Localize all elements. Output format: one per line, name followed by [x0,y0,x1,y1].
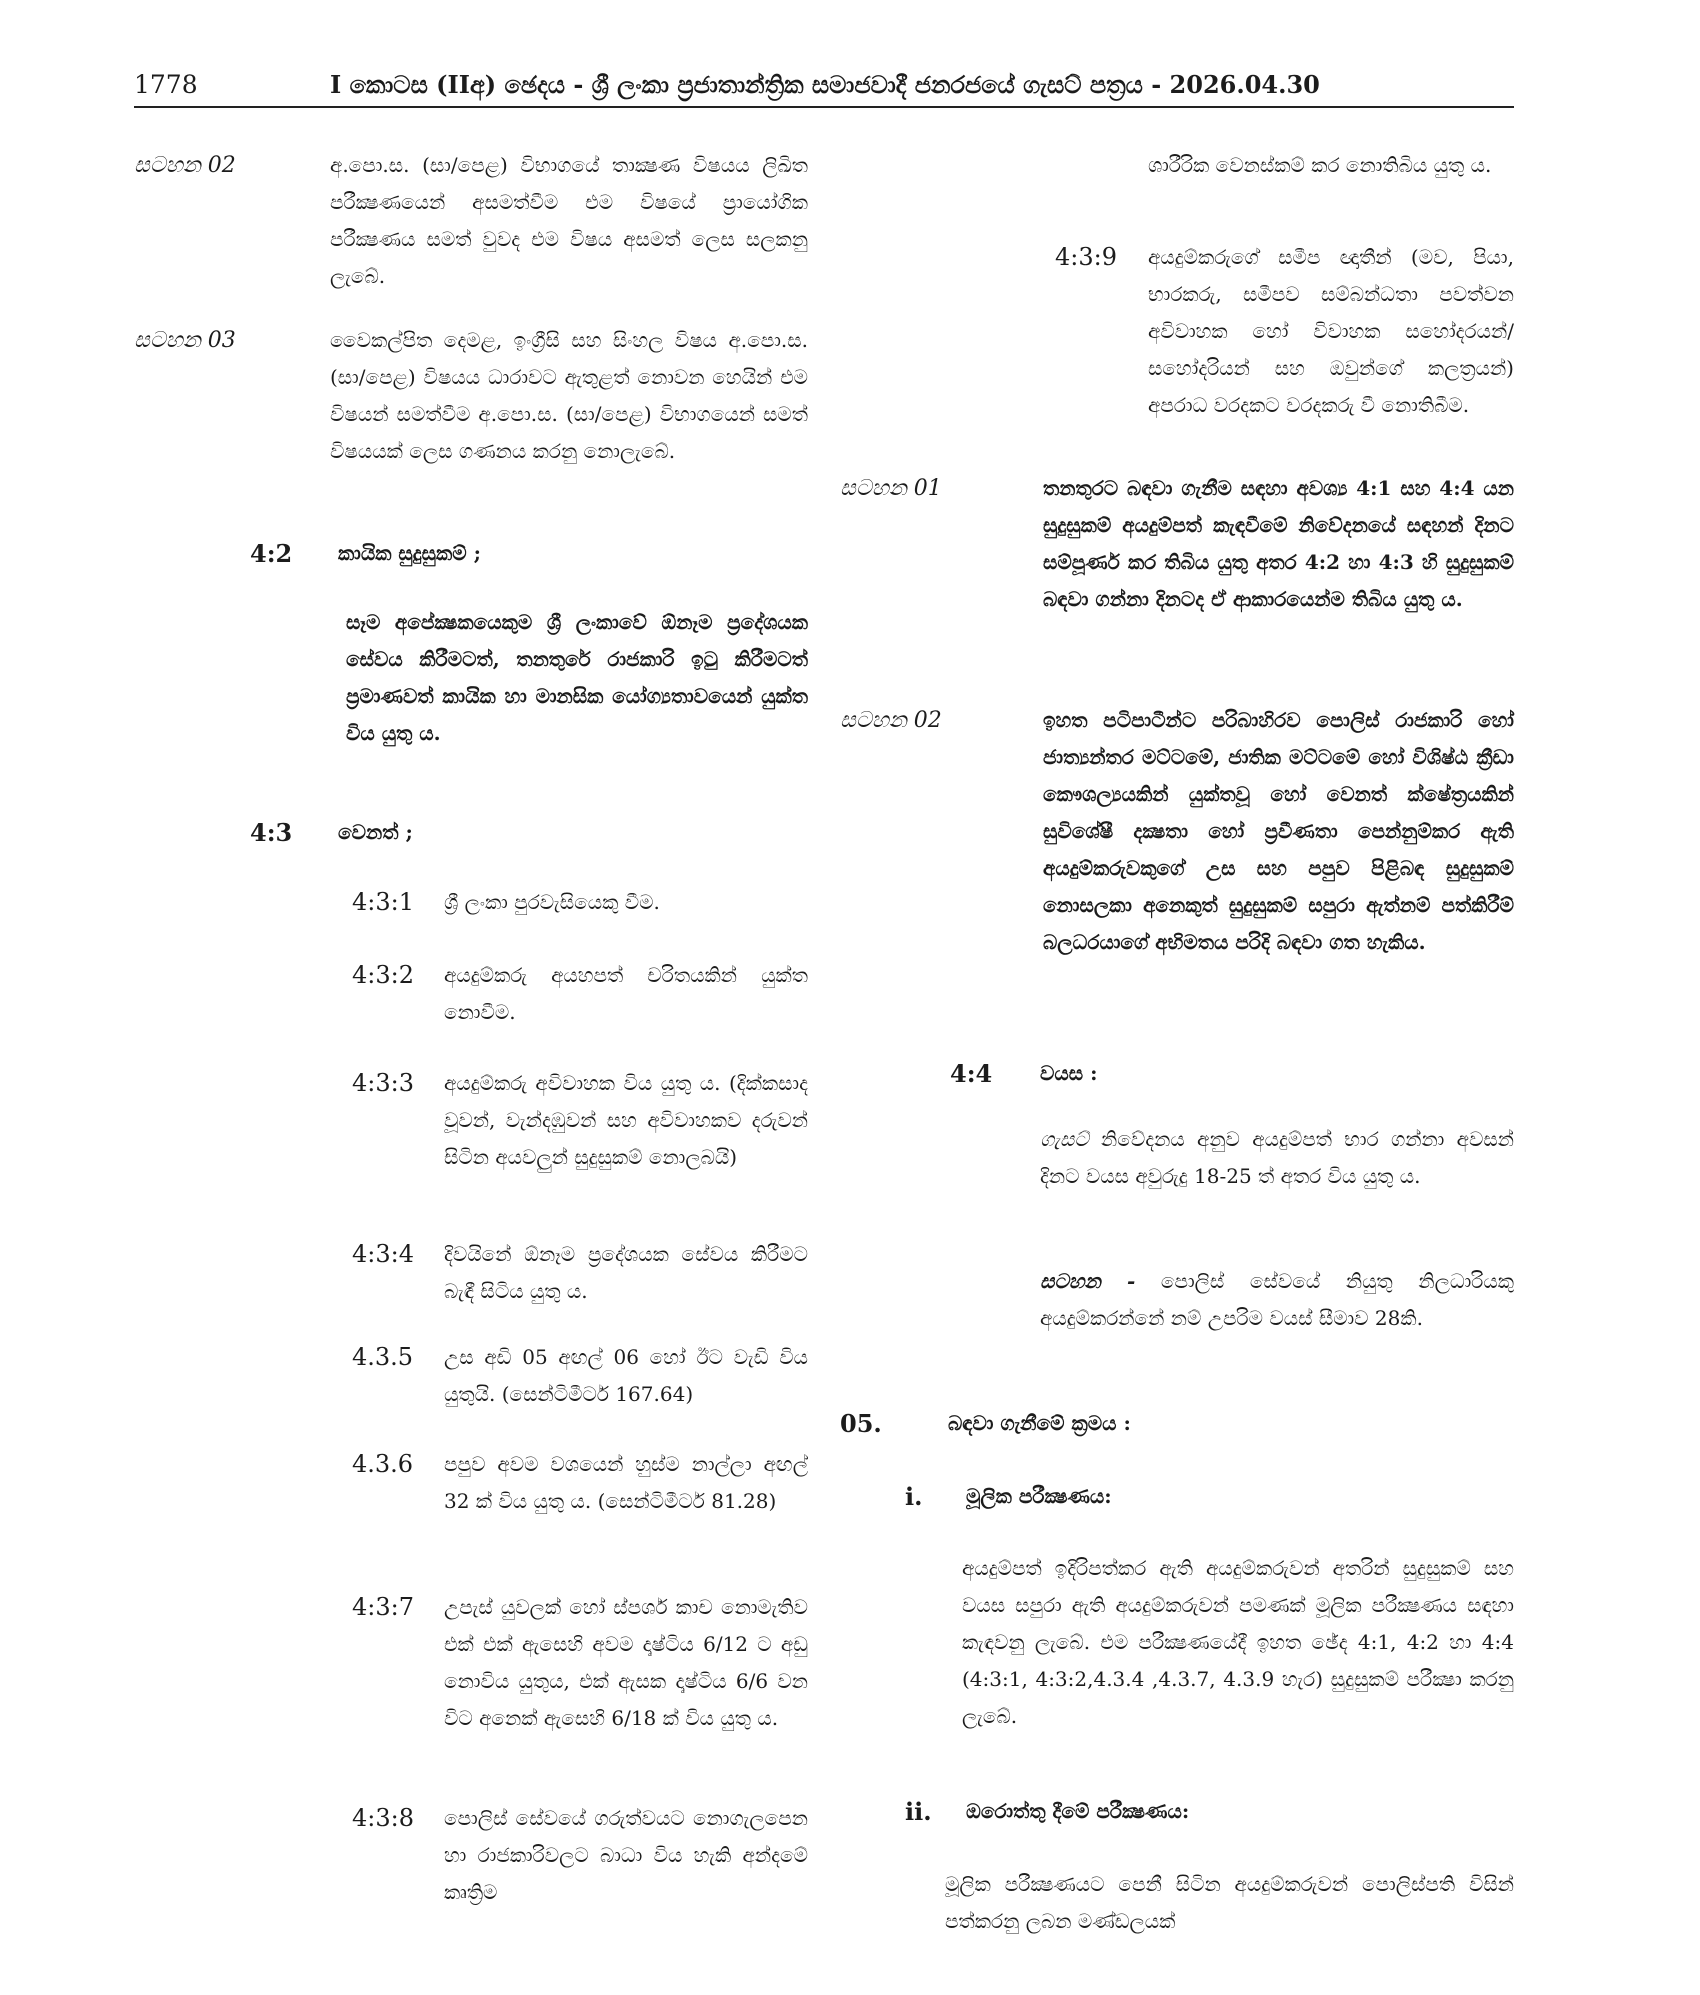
age-requirement: නිවේදනය අනුව අයදුම්පත් භාර ගන්නා අවසන් දිනට වයස අවුරුදු 18-25 ත් අතර විය යුතු ය. [1040,1127,1514,1188]
item-text: ශ්‍රී ලංකා පුරවැසියෙකු වීම. [444,890,660,914]
gazette-word: ගැසට් [1040,1127,1089,1151]
item-text: අයදුම්කරු අයහපත් චරිතයකින් යුක්ත නොවීම. [444,963,808,1024]
section-4-2-text: සෑම අපේක්‍ෂකයෙකුම ශ්‍රී ලංකාවේ ඕනෑම ප්‍රදේශයක සේවය කිරීමටත්, තනතුරේ රාජකාරි ඉටු කිරීමටත් ප්‍රමාණවත් කායික හා මානසික යෝග්‍යතාවයෙන් යුක්ත විය යුතු ය. [346,610,808,745]
item-number: 4:3:7 [352,1593,414,1621]
left-note03-label: සටහන 03 [134,328,236,353]
sub-i-number: i. [905,1482,923,1511]
item-text: දිවයිනේ ඕනෑම ප්‍රදේශයක සේවය කිරීමට බැඳී සිටිය යුතු ය. [444,1242,808,1303]
item-text: අයදුම්කරුගේ සමීප ඥාතීන් (මව, පියා, භාරකරු, සමීපව සම්බන්ධතා පවත්වන අවිවාහක හෝ විවාහක සහෝදරයන්/ සහෝදරියන් සහ ඔවුන්ගේ කලත්‍රයන්) අපරාධ වරදකට වරදකරු වී නොතිබීම. [1148,245,1514,417]
header-rule [134,106,1514,108]
item-text: අයදුම්කරු අවිවාහක විය යුතු ය. (දික්කසාද වූවන්, වැන්දඹුවන් සහ අවිවාහකව දරුවන් සිටින අයවලුන් සුදුසුකම් නොලබයි) [444,1071,808,1169]
section-4-3-number: 4:3 [250,818,293,847]
item-text: පොලිස් සේවයේ ගරුත්වයට නොගැලපෙන හා රාජකාරිවලට බාධා විය හැකි අන්දමේ කෘත්‍රිම [444,1806,808,1904]
age-note [1040,1263,1514,1337]
section-05-number: 05. [840,1409,882,1438]
section-4-4-title: වයස : [1040,1061,1098,1085]
sub-ii-number: ii. [905,1797,932,1826]
section-4-3-title: වෙනත් ; [338,820,413,844]
age-note-text: පොලිස් සේවයේ නියුතු නිලධාරියකු අයදුම්කරන්නේ නම් උපරිම වයස් සීමාව 28කි. [1040,1269,1514,1330]
section-4-2-title: කායික සුදුසුකම් ; [338,541,482,565]
item-number: 4:3:1 [352,888,414,916]
gazette-title: I කොටස (IIඅ) ඡෙදය - ශ්‍රී ලංකා ප්‍රජාතාන්ත්‍රික සමාජවාදී ජනරජයේ ගැසට් පත්‍රය - 2026.04.30 [330,70,1320,99]
sub-ii-text: මූලික පරීක්‍ෂණයට පෙනී සිටින අයදුම්කරුවන් පොලිස්පති විසින් පත්කරනු ලබන මණ්ඩලයක් [945,1872,1514,1933]
item-number: 4:3:9 [1055,243,1117,271]
item-number: 4:3:4 [352,1240,414,1268]
sub-i-title: මූලික පරීක්‍ෂණය: [966,1484,1112,1508]
section-4-4-text [1040,1121,1514,1195]
item-number: 4.3.5 [352,1343,414,1371]
item-number: 4.3.6 [352,1450,414,1478]
page-number: 1778 [134,70,198,99]
item-number: 4:3:8 [352,1804,414,1832]
item-text: උස අඩි 05 අඟල් 06 හෝ ඊට වැඩි විය යුතුයි. (සෙන්ටිමීටර් 167.64) [444,1345,808,1406]
section-05-title: බඳවා ගැනීමේ ක්‍රමය : [948,1411,1131,1435]
left-note03-text: වෛකල්පිත දෙමළ, ඉංග්‍රීසි සහ සිංහල විෂය අ.පො.ස. (සා/පෙළ) විෂයය ධාරාවට ඇතුළත් නොවන හෙයින් එම විෂයන් සමත්වීම අ.පො.ස. (සා/පෙළ) විභාගයෙන් සමත් විෂයයක් ලෙස ගණනය කරනු නොලැබේ. [330,328,808,463]
item-text: පපුව අවම වශයෙන් හුස්ම නාල්ලා අඟල් 32 ක් විය යුතු ය. (සෙන්ටිමීටර් 81.28) [444,1452,808,1513]
sub-ii-title: ඔරොත්තු දීමේ පරීක්‍ෂණය: [966,1799,1190,1823]
item-text: උපැස් යුවලක් හෝ ස්පර්ශ කාච නොමැතිව එක් එක් ඇසෙහි අවම දෘෂ්ටිය 6/12 ට අඩු නොවිය යුතුය, එක් ඇසක දෘෂ්ටිය 6/6 වන විට අනෙක් ඇසෙහි 6/18 ක් විය යුතු ය. [444,1595,808,1730]
right-note01-label: සටහන 01 [840,476,942,501]
item-4-3-8-continued: ශාරීරික වෙනස්කම් කර නොතිබිය යුතු ය. [1148,153,1492,177]
section-4-4-number: 4:4 [950,1059,993,1088]
right-note02-label: සටහන 02 [840,708,942,733]
left-note02-text: අ.පො.ස. (සා/පෙළ) විභාගයේ තාක්‍ෂණ විෂයය ලිඛිත පරීක්‍ෂණයෙන් අසමත්වීම එම විෂයේ ප්‍රායෝගික පරීක්‍ෂණය සමත් වුවද එම විෂය අසමත් ලෙස සලකනු ලැබේ. [330,153,808,288]
right-note01-text: තනතුරට බඳවා ගැනීම සඳහා අවශ්‍ය 4:1 සහ 4:4 යන සුදුසුකම් අයදුම්පත් කැඳවීමේ නිවේදනයේ සඳහන් දිනට සම්පූර්ණ කර තිබිය යුතු අතර 4:2 හා 4:3 හි සුදුසුකම් බඳවා ගන්නා දිනටද ඒ ආකාරයෙන්ම තිබිය යුතු ය. [1043,476,1514,611]
item-number: 4:3:3 [352,1069,414,1097]
section-4-2-number: 4:2 [250,539,293,568]
age-note-label: සටහන - [1040,1269,1136,1293]
right-note02-text: ඉහත පටිපාටීන්ට පරිබාහිරව පොලිස් රාජකාරි හෝ ජාත්‍යන්තර මට්ටමේ, ජාතික මට්ටමේ හෝ විශිෂ්ඨ ක්‍රීඩා කෞශල්‍යයකින් යුක්තවූ හෝ වෙනත් ක්ෂේත්‍රයකින් සුවිශේෂී දක්‍ෂතා හෝ ප්‍රවීණතා පෙන්නුම්කර ඇති අයදුම්කරුවකුගේ උස සහ පපුව පිළිබඳ සුදුසුකම් නොසලකා අනෙකුත් සුදුසුකම් සපුරා ඇත්නම් පත්කිරීම් බලධරයාගේ අභිමතය පරිදි බඳවා ගත හැකිය. [1043,708,1514,954]
left-note02-label: සටහන 02 [134,153,236,178]
item-number: 4:3:2 [352,961,414,989]
sub-i-text: අයදුම්පත් ඉදිරිපත්කර ඇති අයදුම්කරුවන් අතරින් සුදුසුකම් සහ වයස සපුරා ඇති අයදුම්කරුවන් පමණක් මූලික පරීක්‍ෂණය සඳහා කැඳවනු ලැබේ. එම පරීක්‍ෂණයේදී ඉහත ඡේද 4:1, 4:2 හා 4:4 (4:3:1, 4:3:2,4.3.4 ,4.3.7, 4.3.9 හැර) සුදුසුකම් පරීක්‍ෂා කරනු ලැබේ. [962,1556,1514,1728]
